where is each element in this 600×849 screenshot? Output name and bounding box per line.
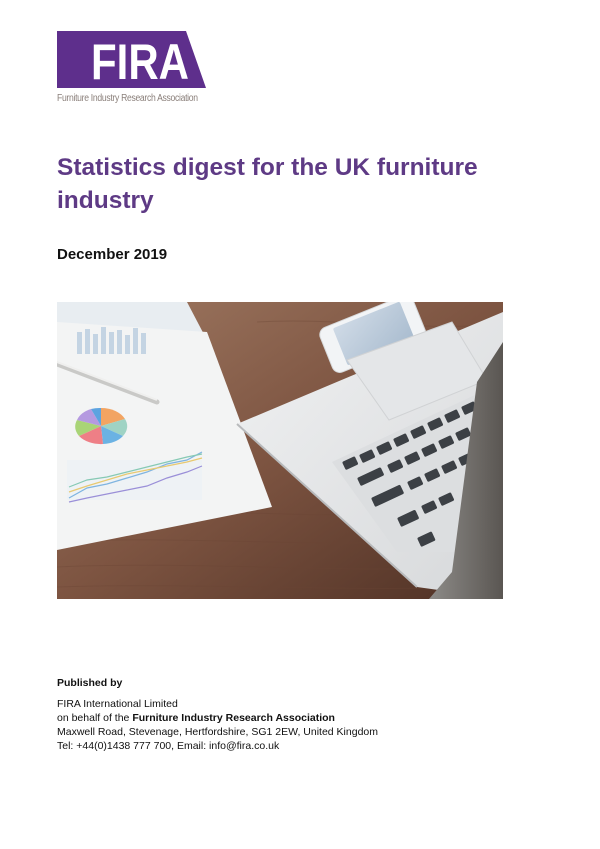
publisher-heading: Published by: [57, 677, 123, 689]
document-date: December 2019: [57, 246, 168, 263]
on-behalf-organisation: Furniture Industry Research Association: [132, 712, 335, 724]
publisher-on-behalf: [57, 711, 378, 725]
document-title: Statistics digest for the UK furniture industry: [57, 154, 478, 214]
logo-mark-text: FIRA: [91, 34, 189, 88]
logo-subtitle: Furniture Industry Research Association: [57, 93, 198, 104]
fira-logo: [57, 31, 209, 109]
publisher-contact: Tel: +44(0)1438 777 700, Email: info@fira.co.uk: [57, 740, 280, 752]
cover-photo: [57, 302, 503, 599]
on-behalf-prefix: on behalf of the: [57, 712, 133, 724]
publisher-block: [57, 676, 378, 753]
fira-logo-mark: [57, 31, 205, 87]
publisher-company: FIRA International Limited: [57, 698, 178, 710]
publisher-address: Maxwell Road, Stevenage, Hertfordshire, SG1 2EW, United Kingdom: [57, 726, 378, 738]
